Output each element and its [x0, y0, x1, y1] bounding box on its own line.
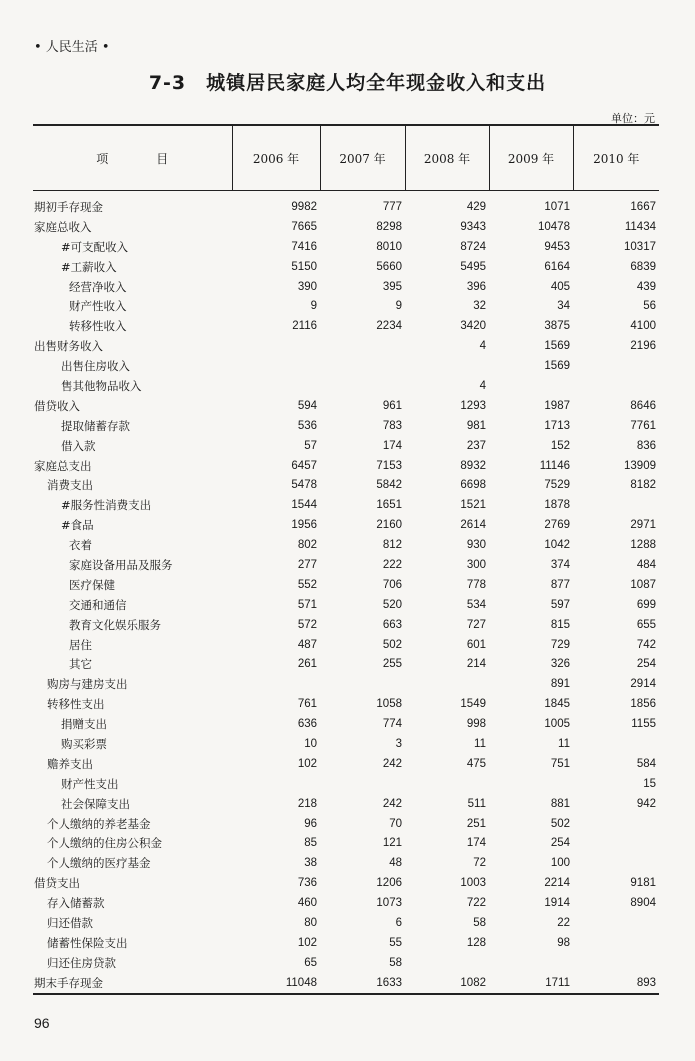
cell-2007: 1206: [376, 877, 402, 890]
cell-2006: [232, 356, 320, 376]
row-label: 借入款: [61, 438, 96, 453]
cell-2006: 736: [297, 877, 317, 890]
cell-2006: 218: [297, 797, 317, 810]
cell-2006: 460: [297, 897, 317, 910]
cell-2007: 70: [389, 817, 402, 830]
cell-2008: 251: [466, 817, 486, 830]
cell-2009: 6164: [544, 260, 570, 273]
table-row: [33, 336, 659, 356]
row-label: 提取储蓄存款: [61, 418, 130, 433]
table-row: [33, 814, 659, 834]
row-label: 赡养支出: [47, 756, 93, 771]
table-row: [33, 694, 659, 714]
row-label: 经营净收入: [69, 279, 127, 294]
cell-2010: 6839: [630, 260, 656, 273]
cell-2006: 7665: [291, 220, 317, 233]
column-header-2006: 2006 年: [232, 125, 320, 191]
cell-2009: 405: [550, 280, 570, 293]
cell-2009: 2769: [544, 519, 570, 532]
table-row: [33, 933, 659, 953]
cell-2009: 152: [550, 439, 570, 452]
cell-2009: 254: [550, 837, 570, 850]
cell-2010: 7761: [630, 419, 656, 432]
table-row: [33, 654, 659, 674]
cell-2008: 128: [466, 936, 486, 949]
table-row: [33, 575, 659, 595]
row-label: 个人缴纳的住房公积金: [47, 836, 162, 851]
cell-2010: [573, 356, 659, 376]
table-row: [33, 953, 659, 973]
cell-2006: 390: [297, 280, 317, 293]
cell-2008: 58: [473, 917, 486, 929]
cell-2009: 1711: [489, 973, 573, 994]
cell-2007: 783: [382, 419, 402, 432]
cell-2010: 1288: [630, 539, 656, 552]
row-label: 消费支出: [47, 478, 93, 493]
cell-2008: 930: [466, 539, 486, 552]
cell-2009: 34: [557, 300, 570, 313]
row-label: 借贷收入: [34, 398, 80, 413]
cell-2007: 222: [382, 558, 402, 571]
row-label: 家庭总收入: [34, 219, 92, 234]
cell-2008: 5495: [460, 260, 486, 273]
row-label: 储蓄性保险支出: [47, 935, 128, 950]
cell-2008: [405, 953, 489, 973]
cell-2010: [573, 953, 659, 973]
cell-2006: 1956: [291, 519, 317, 532]
cell-2009: 891: [550, 678, 570, 691]
column-header-2007: 2007 年: [320, 125, 405, 191]
cell-2006: 102: [297, 757, 317, 770]
table-row: [33, 416, 659, 436]
cell-2008: 1082: [405, 973, 489, 994]
row-label: #食品: [61, 518, 94, 533]
cell-2009: 9453: [544, 240, 570, 253]
row-label: 医疗保健: [69, 577, 115, 592]
cell-2009: [489, 953, 573, 973]
table-row: [33, 376, 659, 396]
cell-2009: 11146: [539, 459, 570, 472]
cell-2008: 3420: [460, 320, 486, 333]
cell-2009: 881: [550, 797, 570, 810]
table-row: [33, 535, 659, 555]
cell-2010: 893: [573, 973, 659, 994]
cell-2010: [573, 933, 659, 953]
cell-2008: 72: [473, 857, 486, 870]
cell-2008: 214: [466, 658, 486, 671]
row-label: 社会保障支出: [61, 796, 130, 811]
cell-2006: 85: [304, 837, 317, 850]
cell-2007: 1058: [376, 698, 402, 711]
cell-2010: 10317: [624, 240, 656, 253]
cell-2010: 9181: [630, 877, 656, 890]
cell-2006: 571: [297, 598, 317, 611]
cell-2007: 520: [382, 598, 402, 611]
column-header-item: 项 目: [33, 125, 232, 191]
cell-2008: 396: [466, 280, 486, 293]
cell-2007: 2234: [376, 320, 402, 333]
cell-2010: 2914: [630, 678, 656, 691]
table-row: [33, 873, 659, 893]
income-expenditure-table: [33, 124, 659, 995]
row-label: 归还住房贷款: [47, 955, 116, 970]
cell-2006: 552: [297, 578, 317, 591]
cell-2010: [573, 495, 659, 515]
cell-2007: [320, 356, 405, 376]
cell-2009: 1569: [544, 360, 570, 373]
cell-2006: [232, 674, 320, 694]
cell-2008: [405, 774, 489, 794]
section-tag: • 人民生活 •: [34, 40, 110, 55]
table-row: [33, 237, 659, 257]
cell-2010: 1155: [631, 718, 656, 731]
row-label: #服务性消费支出: [61, 498, 152, 513]
cell-2009: 1845: [544, 698, 570, 711]
cell-2010: [573, 834, 659, 854]
row-label: 存入储蓄款: [47, 896, 105, 911]
cell-2006: 96: [304, 817, 317, 830]
cell-2009: 1569: [544, 340, 570, 353]
cell-2007: 255: [382, 658, 402, 671]
cell-2008: 174: [466, 837, 486, 850]
cell-2010: [573, 913, 659, 933]
row-label: 个人缴纳的医疗基金: [47, 856, 151, 871]
page-number: 96: [34, 1015, 50, 1031]
row-label: 财产性支出: [61, 776, 119, 791]
cell-2007: 812: [382, 539, 402, 552]
cell-2010: 2971: [630, 519, 656, 532]
cell-2008: 727: [466, 618, 486, 631]
cell-2008: 237: [466, 439, 486, 452]
table-row: [33, 734, 659, 754]
row-label: 购买彩票: [61, 736, 107, 751]
cell-2007: 7153: [376, 459, 402, 472]
table-row: [33, 277, 659, 297]
table-row: [33, 495, 659, 515]
cell-2009: 729: [550, 638, 570, 651]
cell-2009: 98: [557, 936, 570, 949]
cell-2008: 8724: [460, 240, 486, 253]
row-label: 捐赠支出: [61, 717, 107, 732]
cell-2006: [232, 774, 320, 794]
cell-2007: 502: [382, 638, 402, 651]
table-row: [33, 356, 659, 376]
cell-2006: 2116: [292, 320, 317, 333]
page-title: 7-3 城镇居民家庭人均全年现金收入和支出: [148, 72, 547, 94]
cell-2010: 584: [636, 757, 656, 770]
row-label: 转移性收入: [69, 319, 127, 334]
cell-2009: 502: [550, 817, 570, 830]
table-row: [33, 913, 659, 933]
row-label: #可支配收入: [61, 239, 129, 254]
cell-2006: 636: [297, 718, 317, 731]
cell-2008: 601: [466, 638, 486, 651]
cell-2006: [232, 336, 320, 356]
cell-2010: [573, 814, 659, 834]
cell-2006: 1544: [291, 499, 317, 512]
row-label: 个人缴纳的养老基金: [47, 816, 151, 831]
cell-2010: 699: [636, 598, 656, 611]
cell-2010: 11434: [624, 220, 656, 233]
row-label: 衣着: [69, 538, 92, 553]
table-row: [33, 436, 659, 456]
cell-2009: 877: [550, 578, 570, 591]
cell-2009: [489, 376, 573, 396]
cell-2007: [320, 336, 405, 356]
row-label: 购房与建房支出: [47, 677, 128, 692]
table-header-row: [33, 125, 659, 191]
cell-2006: 38: [304, 857, 317, 870]
cell-2009: 1878: [544, 499, 570, 512]
cell-2006: 102: [297, 936, 317, 949]
cell-2006: 11048: [232, 973, 320, 994]
cell-2009: 1042: [544, 539, 570, 552]
cell-2009: 100: [550, 857, 570, 870]
table-row: [33, 714, 659, 734]
cell-2009: 10478: [538, 220, 570, 233]
cell-2008: [405, 674, 489, 694]
cell-2008: 778: [466, 578, 486, 591]
cell-2007: 9: [395, 300, 402, 313]
table-row: [33, 515, 659, 535]
cell-2010: 942: [636, 797, 656, 810]
cell-2010: 836: [636, 439, 656, 452]
row-label: 居住: [69, 637, 92, 652]
cell-2007: 8010: [376, 240, 402, 253]
cell-2006: 536: [297, 419, 317, 432]
row-label: 售其他物品收入: [61, 378, 142, 393]
cell-2010: 4100: [630, 320, 656, 333]
cell-2008: 1521: [460, 499, 486, 512]
cell-2007: 1651: [376, 499, 402, 512]
cell-2008: 534: [466, 598, 486, 611]
cell-2006: 80: [304, 917, 317, 929]
row-label: 教育文化娱乐服务: [69, 617, 161, 632]
table-body: [33, 191, 659, 994]
cell-2006: 7416: [291, 240, 317, 253]
cell-2008: 475: [466, 757, 486, 770]
cell-2008: 6698: [460, 479, 486, 492]
cell-2007: 48: [389, 857, 402, 870]
row-label: 其它: [69, 657, 92, 672]
cell-2006: 572: [297, 618, 317, 631]
cell-2009: [489, 774, 573, 794]
cell-2006: 261: [297, 658, 317, 671]
unit-label: 单位：元: [611, 112, 655, 125]
cell-2006: 5478: [291, 479, 317, 492]
cell-2007: 1073: [376, 897, 402, 910]
cell-2009: 3875: [544, 320, 570, 333]
cell-2010: 2196: [630, 340, 656, 353]
cell-2006: [232, 376, 320, 396]
cell-2008: 1003: [460, 877, 486, 890]
cell-2007: 55: [389, 936, 402, 949]
row-label: 转移性支出: [47, 697, 105, 712]
cell-2008: 4: [479, 379, 486, 392]
cell-2009: 11: [558, 737, 570, 750]
cell-2007: 5660: [376, 260, 402, 273]
cell-2010: 655: [636, 618, 656, 631]
column-header-2008: 2008 年: [405, 125, 489, 191]
cell-2010: 742: [636, 638, 656, 651]
table-row: [33, 615, 659, 635]
cell-2009: 597: [550, 598, 570, 611]
table-row: [33, 853, 659, 873]
cell-2007: 242: [382, 757, 402, 770]
cell-2008: [405, 356, 489, 376]
row-label: 家庭设备用品及服务: [69, 557, 173, 572]
cell-2010: 8182: [630, 479, 656, 492]
table-row: [33, 257, 659, 277]
cell-2007: [320, 774, 405, 794]
table-row: [33, 456, 659, 476]
table-row: [33, 316, 659, 336]
cell-2006: 9982: [291, 200, 317, 213]
table-row: [33, 475, 659, 495]
row-label: 期初手存现金: [34, 199, 103, 214]
cell-2010: [573, 853, 659, 873]
cell-2008: 11: [474, 737, 486, 750]
cell-2010: 56: [643, 300, 656, 313]
cell-2008: 2614: [460, 519, 486, 532]
row-label: 交通和通信: [69, 597, 127, 612]
row-label: 家庭总支出: [34, 458, 92, 473]
row-label: 借贷支出: [34, 876, 80, 891]
cell-2006: 277: [297, 558, 317, 571]
cell-2007: 777: [382, 200, 402, 213]
cell-2008: 981: [466, 419, 486, 432]
cell-2010: 15: [643, 777, 656, 790]
cell-2006: 9: [310, 300, 317, 313]
table-row: [33, 217, 659, 237]
cell-2009: 1071: [544, 200, 570, 213]
cell-2008: 1293: [460, 399, 486, 412]
table-row: [33, 595, 659, 615]
cell-2007: 174: [382, 439, 402, 452]
cell-2008: 32: [473, 300, 486, 313]
cell-2010: 1667: [630, 200, 656, 213]
cell-2007: 1633: [320, 973, 405, 994]
cell-2007: 3: [395, 737, 402, 750]
row-label: #工薪收入: [61, 259, 117, 274]
cell-2009: 22: [557, 917, 570, 929]
cell-2007: 395: [382, 280, 402, 293]
cell-2007: 6: [395, 917, 402, 929]
cell-2010: 254: [636, 658, 656, 671]
table-row: [33, 674, 659, 694]
cell-2007: [320, 376, 405, 396]
cell-2007: [320, 674, 405, 694]
cell-2009: 2214: [544, 877, 570, 890]
cell-2006: 487: [297, 638, 317, 651]
table-row: [33, 396, 659, 416]
cell-2006: 6457: [291, 459, 317, 472]
cell-2007: 2160: [376, 519, 402, 532]
cell-2006: 5150: [291, 260, 317, 273]
row-label: 出售住房收入: [61, 359, 130, 374]
table-row: [33, 191, 659, 217]
row-label: 财产性收入: [69, 299, 127, 314]
cell-2009: 326: [550, 658, 570, 671]
cell-2008: 300: [466, 558, 486, 571]
column-header-2010: 2010 年: [573, 125, 659, 191]
cell-2009: 1914: [544, 897, 570, 910]
cell-2008: 722: [466, 897, 486, 910]
table-row: [33, 754, 659, 774]
cell-2006: 65: [304, 956, 317, 969]
column-header-2009: 2009 年: [489, 125, 573, 191]
row-label: 出售财务收入: [34, 339, 103, 354]
cell-2009: 1005: [544, 718, 570, 731]
cell-2009: 374: [550, 558, 570, 571]
cell-2010: [573, 376, 659, 396]
cell-2007: 5842: [376, 479, 402, 492]
table-row: [33, 774, 659, 794]
cell-2007: 242: [382, 797, 402, 810]
cell-2009: 7529: [544, 479, 570, 492]
cell-2007: 8298: [376, 220, 402, 233]
cell-2006: 761: [297, 698, 317, 711]
cell-2007: 663: [382, 618, 402, 631]
cell-2007: 706: [382, 578, 402, 591]
cell-2008: 9343: [460, 220, 486, 233]
cell-2010: 13909: [624, 459, 656, 472]
cell-2008: 4: [479, 340, 486, 353]
cell-2010: 1087: [630, 578, 656, 591]
table-row: [33, 296, 659, 316]
cell-2007: 58: [389, 956, 402, 969]
cell-2006: 10: [304, 737, 317, 750]
cell-2009: 751: [550, 757, 570, 770]
table-row: [33, 555, 659, 575]
cell-2009: 815: [550, 618, 570, 631]
cell-2009: 1987: [544, 399, 570, 412]
cell-2008: 998: [466, 718, 486, 731]
cell-2010: 8646: [630, 399, 656, 412]
cell-2007: 121: [382, 837, 402, 850]
table-row: [33, 635, 659, 655]
cell-2007: 961: [382, 399, 402, 412]
table-row: [33, 893, 659, 913]
cell-2010: 484: [636, 558, 656, 571]
table-row: [33, 973, 659, 994]
cell-2010: 8904: [630, 897, 656, 910]
cell-2007: 774: [382, 718, 402, 731]
cell-2006: 594: [297, 399, 317, 412]
cell-2010: 439: [636, 280, 656, 293]
table-row: [33, 794, 659, 814]
row-label: 归还借款: [47, 916, 93, 930]
cell-2008: 511: [467, 797, 486, 810]
cell-2006: 802: [297, 539, 317, 552]
cell-2008: 1549: [460, 698, 486, 711]
cell-2006: 57: [304, 439, 317, 452]
row-label: 期末手存现金: [33, 973, 232, 994]
cell-2008: 8932: [460, 459, 486, 472]
cell-2010: 1856: [630, 698, 656, 711]
cell-2010: [573, 734, 659, 754]
table-row: [33, 834, 659, 854]
cell-2009: 1713: [544, 419, 570, 432]
cell-2008: 429: [466, 200, 486, 213]
